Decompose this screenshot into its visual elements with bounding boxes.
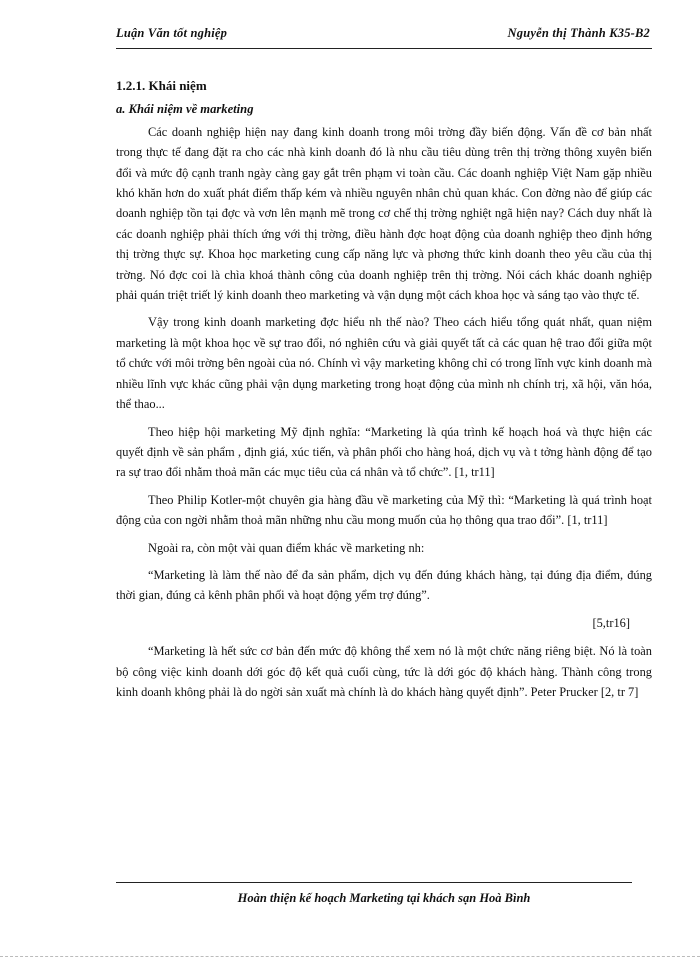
subsection-title: a. Khái niệm về marketing — [116, 102, 254, 117]
page-header — [116, 26, 652, 49]
page-content — [116, 76, 652, 709]
paragraph-3: Theo hiệp hội marketing Mỹ định nghĩa: “Marketing là qúa trình kế hoạch hoá và thực hiện các quyết định về sản phẩm , định giá, xúc tiến, và phân phối cho hàng hoá, dịch vụ và t tởng hành động để tạo ra sự trao đổi nhằm thoả mãn các mục tiêu của cá nhân và tổ chức”. [1, tr11] — [116, 424, 652, 480]
footer-divider — [116, 882, 632, 883]
paragraph-5: Ngoài ra, còn một vài quan điểm khác về marketing nh: — [148, 540, 425, 555]
paragraph-4: Theo Philip Kotler-một chuyên gia hàng đầu về marketing của Mỹ thì: “Marketing là quá trình hoạt động của con ngời nhằm thoả mãn những nhu cầu mong muốn của họ thông qua trao đổi”. [1, tr11] — [116, 492, 652, 528]
header-author: Nguyễn thị Thành K35-B2 — [507, 26, 650, 40]
paragraph-6: “Marketing là làm thế nào để đa sản phẩm, dịch vụ đến đúng khách hàng, tại đúng địa điểm, đúng thời gian, đúng cả kênh phân phối và hoạt động yểm trợ đúng”. — [116, 567, 652, 603]
paragraph-2: Vậy trong kinh doanh marketing đợc hiểu nh thế nào? Theo cách hiểu tổng quát nhất, quan niệm marketing là một khoa học về sự trao đổi, nó nghiên cứu và giải quyết tất cả các quan hệ trao đổi giữa một tổ chức với môi trờng bên ngoài của nó. Chính vì vậy marketing không chỉ có trong lĩnh vực kinh doanh mà nhiều lĩnh vực khác cũng phải vận dụng marketing trong hoạt động của mình nh chính trị, xã hội, văn hóa, thể thao... — [116, 315, 652, 412]
page-footer: Hoàn thiện kế hoạch Marketing tại khách sạn Hoà Bình — [237, 891, 531, 905]
paragraph-7: “Marketing là hết sức cơ bản đến mức độ không thể xem nó là một chức năng riêng biệt. Nó là toàn bộ công việc kinh doanh dới góc độ kết quả cuối cùng, tức là dới góc độ khách hàng. Thành công trong kinh doanh không phải là do ngời sản xuất mà chính là do khách hàng quyết định”. Peter Prucker [2, tr 7] — [116, 644, 652, 699]
header-thesis-label: Luận Văn tốt nghiệp — [116, 26, 228, 40]
section-title: 1.2.1. Khái niệm — [116, 78, 207, 93]
paragraph-1: Các doanh nghiệp hiện nay đang kinh doanh trong môi trờng đầy biến động. Vấn đề cơ bản nhất trong thực tế đang đặt ra cho các nhà kinh doanh đó là nhu cầu tiêu dùng trên thị trờng thông xuyên biến đổi và mức độ cạnh tranh ngày càng gay gắt trên phạm vi toàn cầu. Các doanh nghiệp Việt Nam gặp nhiều khó khăn hơn do xuất phát điểm thấp kém và nhiều nguyên nhân chủ quan khác. Con đờng nào để giúp các doanh nghiệp tồn tại đợc và vơn lên mạnh mẽ trong cơ chế thị trờng nghiệt ngã hiện nay? Cách duy nhất là các doanh nghiệp phải thích ứng với thị trờng, điều hành đợc hoạt động của doanh nghiệp theo định hớng thị trờng thực sự. Khoa học marketing cung cấp năng lực và phơng thức kinh doanh theo yêu cầu của thị trờng. Nó đợc coi là chìa khoá thành công của doanh nghiệp trên thị trờng. Nói cách khác doanh nghiệp phải quán triệt triết lý kinh doanh theo marketing và vận dụng một cách khoa học và sáng tạo vào thực tế. — [116, 124, 652, 303]
page-break-line — [0, 956, 700, 957]
citation: [5,tr16] — [592, 615, 630, 630]
